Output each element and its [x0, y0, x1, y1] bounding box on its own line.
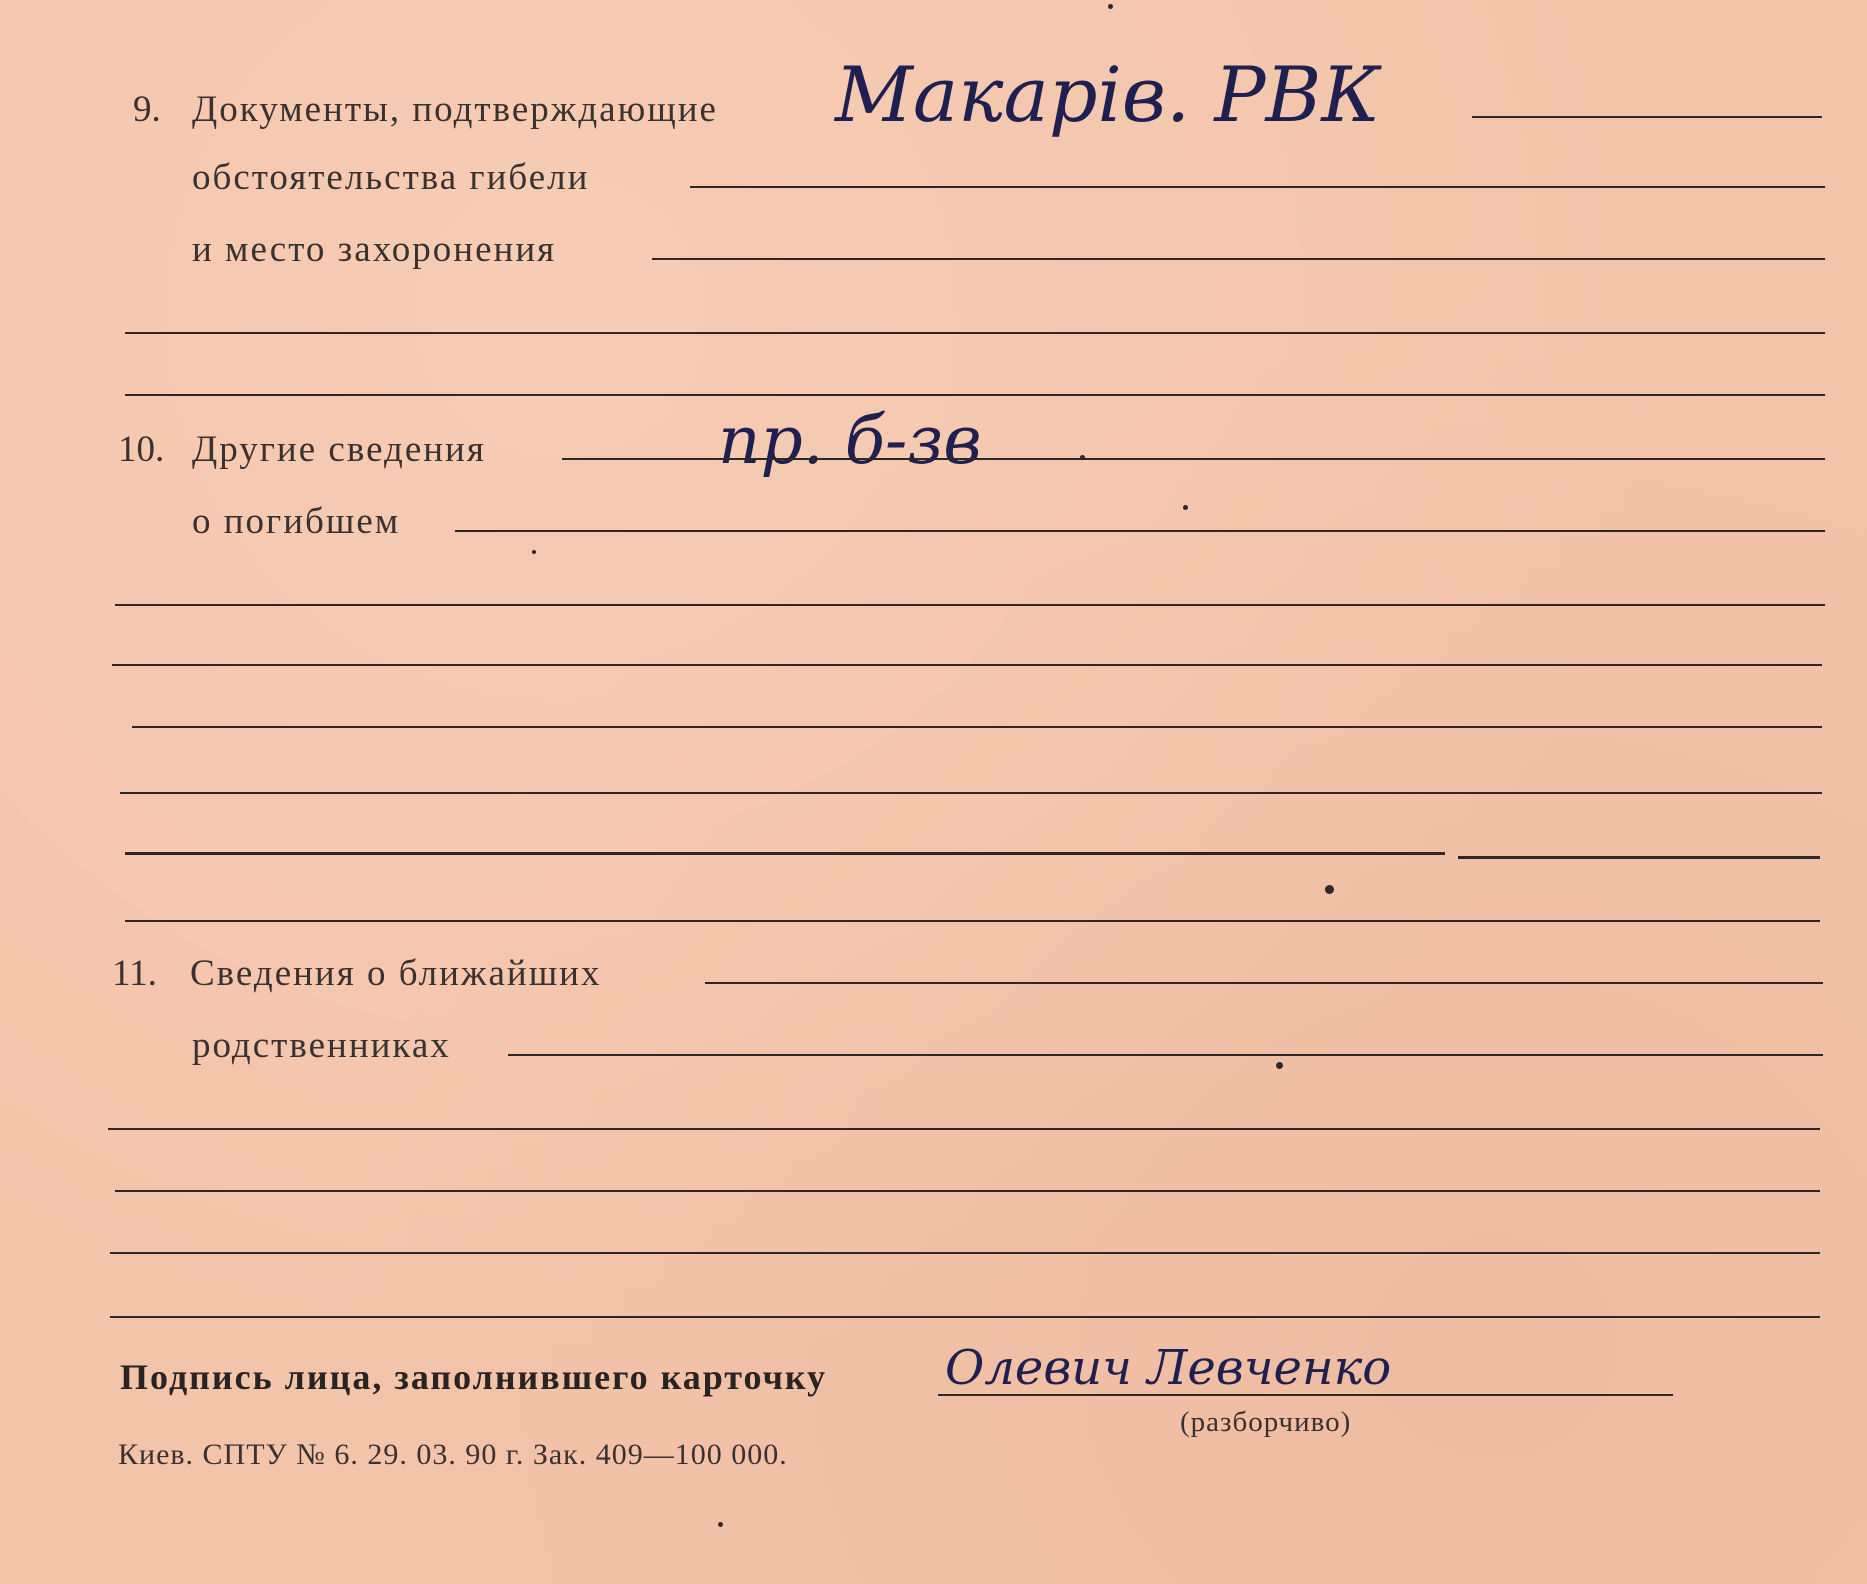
- item-10-line2-rule: [455, 530, 1825, 532]
- item-10-blank-rule-5a: [125, 852, 1445, 855]
- item-10-blank-rule-1: [115, 604, 1825, 606]
- item-9-line3-rule: [652, 258, 1825, 260]
- item-9-number: 9.: [133, 89, 161, 130]
- item-9-blank-rule-2: [125, 394, 1825, 396]
- signature-label: Подпись лица, заполнившего карточку: [120, 1357, 828, 1397]
- signature-handwritten: Олевич Левченко: [945, 1340, 1392, 1396]
- signature-note: (разборчиво): [1180, 1406, 1352, 1438]
- item-9-line1-rule: [1472, 116, 1822, 118]
- item-9-label-line2: обстоятельства гибели: [192, 157, 590, 198]
- item-10-blank-rule-5b: [1458, 856, 1820, 859]
- paper-speck: [1325, 885, 1334, 894]
- signature-rule: [938, 1394, 1673, 1396]
- item-10-blank-rule-2: [112, 664, 1822, 666]
- paper-speck: [718, 1522, 723, 1527]
- item-10-blank-rule-3: [132, 726, 1822, 728]
- item-10-blank-rule-4: [120, 792, 1822, 794]
- item-11-blank-rule-4: [110, 1316, 1820, 1318]
- item-9-handwritten: Макарів. РВК: [835, 50, 1381, 139]
- item-10-line1-rule: [562, 458, 1825, 460]
- item-11-blank-rule-1: [108, 1128, 1820, 1130]
- paper-speck: [1108, 4, 1113, 9]
- item-9-line2-rule: [690, 186, 1825, 188]
- item-11-blank-rule-3: [110, 1252, 1820, 1254]
- item-11-label-line1: Сведения о ближайших: [190, 953, 602, 994]
- printer-imprint: Киев. СПТУ № 6. 29. 03. 90 г. Зак. 409—100 000.: [118, 1438, 788, 1471]
- item-9-label-line1: Документы, подтверждающие: [192, 89, 718, 130]
- paper-speck: [532, 550, 536, 554]
- item-11-line2-rule: [508, 1054, 1823, 1056]
- item-11-line1-rule: [705, 982, 1823, 984]
- item-11-number: 11.: [112, 953, 157, 994]
- item-9-label-line3: и место захоронения: [192, 229, 557, 270]
- item-10-label-line1: Другие сведения: [192, 429, 486, 470]
- item-11-blank-rule-2: [115, 1190, 1820, 1192]
- item-11-label-line2: родственниках: [192, 1025, 451, 1066]
- item-10-handwritten: пр. б-зв: [718, 402, 982, 479]
- item-9-blank-rule-1: [125, 332, 1825, 334]
- paper-speck: [1183, 505, 1188, 510]
- item-10-number: 10.: [118, 429, 165, 470]
- item-10-blank-rule-6: [125, 920, 1820, 922]
- paper-speck: [1080, 455, 1085, 460]
- item-10-label-line2: о погибшем: [192, 501, 401, 542]
- paper-speck: [1276, 1062, 1283, 1069]
